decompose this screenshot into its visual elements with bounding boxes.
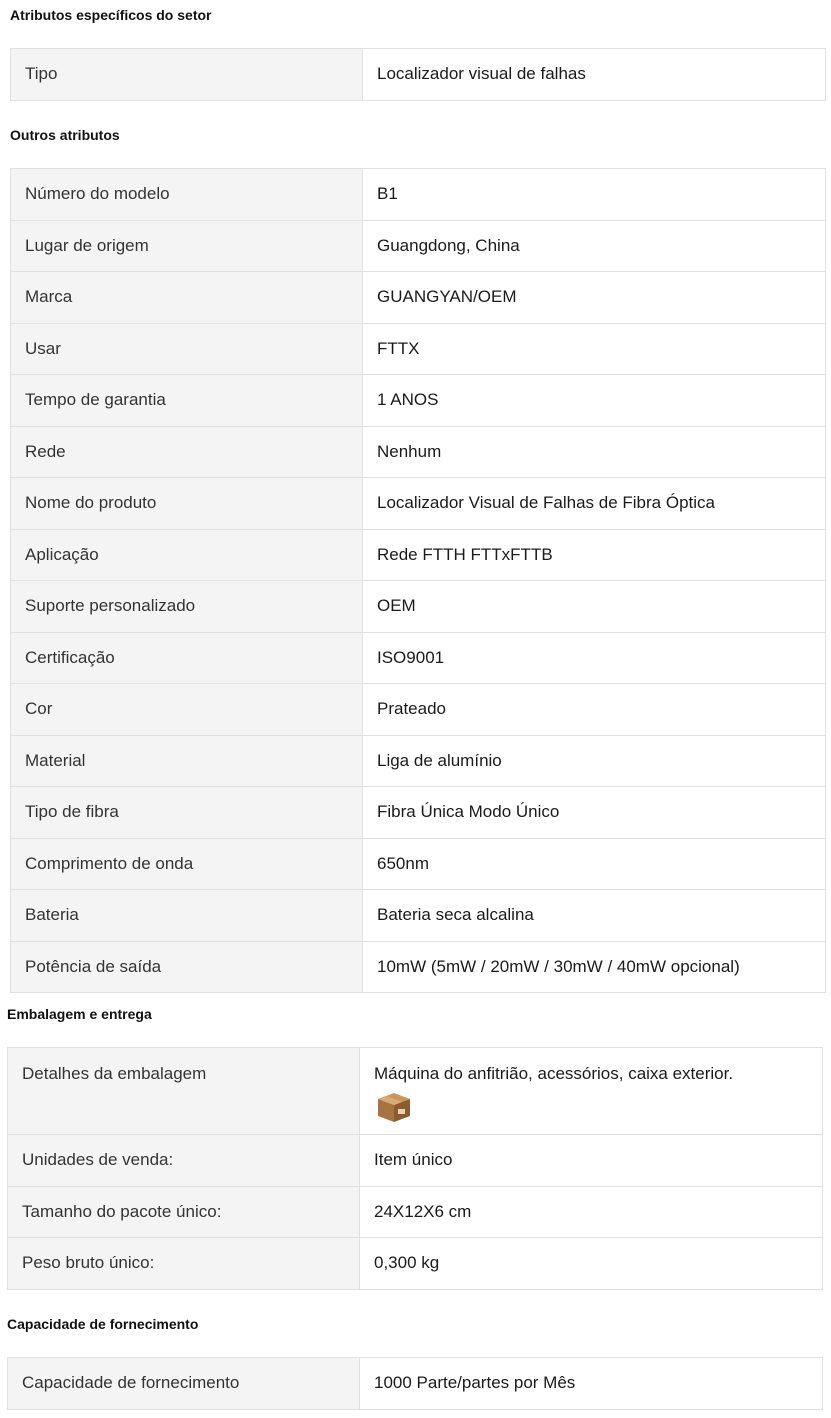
attribute-label: Comprimento de onda — [11, 838, 363, 890]
section-title-industry: Atributos específicos do setor — [10, 7, 212, 23]
table-row — [11, 838, 826, 890]
cardboard-box-icon — [374, 1089, 808, 1129]
attribute-value: Guangdong, China — [363, 220, 826, 272]
attribute-label: Cor — [11, 684, 363, 736]
table-row — [11, 323, 826, 375]
attribute-value: 10mW (5mW / 20mW / 30mW / 40mW opcional) — [363, 941, 826, 993]
attribute-label: Rede — [11, 426, 363, 478]
attribute-value: Bateria seca alcalina — [363, 890, 826, 942]
attribute-value: 650nm — [363, 838, 826, 890]
section-title-supply: Capacidade de fornecimento — [7, 1316, 199, 1332]
attribute-label: Tipo — [11, 49, 363, 101]
attribute-value: Rede FTTH FTTxFTTB — [363, 529, 826, 581]
table-row — [11, 890, 826, 942]
attribute-value: 24X12X6 cm — [360, 1186, 823, 1238]
attribute-label: Material — [11, 735, 363, 787]
attribute-label: Potência de saída — [11, 941, 363, 993]
attribute-label: Lugar de origem — [11, 220, 363, 272]
table-row — [11, 684, 826, 736]
attribute-value: Fibra Única Modo Único — [363, 787, 826, 839]
table-row — [11, 426, 826, 478]
table-row — [11, 581, 826, 633]
table-row — [11, 941, 826, 993]
other-attributes-table — [10, 168, 826, 993]
table-row — [11, 375, 826, 427]
attribute-value — [360, 1048, 823, 1135]
attribute-value: OEM — [363, 581, 826, 633]
attribute-label: Peso bruto único: — [8, 1238, 360, 1290]
table-row — [11, 787, 826, 839]
table-row — [8, 1048, 823, 1135]
table-row — [8, 1358, 823, 1410]
attribute-value: ISO9001 — [363, 632, 826, 684]
attribute-value: GUANGYAN/OEM — [363, 272, 826, 324]
table-row — [11, 632, 826, 684]
section-title-other: Outros atributos — [10, 127, 120, 143]
table-row — [8, 1186, 823, 1238]
attribute-value: 1000 Parte/partes por Mês — [360, 1358, 823, 1410]
industry-attributes-table — [10, 48, 826, 101]
attribute-value: FTTX — [363, 323, 826, 375]
table-row — [8, 1135, 823, 1187]
table-row — [11, 272, 826, 324]
supply-capacity-table — [7, 1357, 823, 1410]
attribute-label: Suporte personalizado — [11, 581, 363, 633]
attribute-value: Item único — [360, 1135, 823, 1187]
attribute-label: Tamanho do pacote único: — [8, 1186, 360, 1238]
packaging-table — [7, 1047, 823, 1290]
attribute-label: Detalhes da embalagem — [8, 1048, 360, 1135]
attribute-value: Localizador visual de falhas — [363, 49, 826, 101]
attribute-value: B1 — [363, 169, 826, 221]
attribute-value: 0,300 kg — [360, 1238, 823, 1290]
attribute-label: Capacidade de fornecimento — [8, 1358, 360, 1410]
attribute-label: Usar — [11, 323, 363, 375]
attribute-label: Tempo de garantia — [11, 375, 363, 427]
attribute-value: Nenhum — [363, 426, 826, 478]
table-row — [11, 169, 826, 221]
attribute-label: Tipo de fibra — [11, 787, 363, 839]
attribute-label: Número do modelo — [11, 169, 363, 221]
attribute-label: Bateria — [11, 890, 363, 942]
table-row — [11, 49, 826, 101]
attribute-value: 1 ANOS — [363, 375, 826, 427]
packaging-details-text: Máquina do anfitrião, acessórios, caixa exterior. — [374, 1064, 734, 1083]
attribute-label: Certificação — [11, 632, 363, 684]
table-row — [8, 1238, 823, 1290]
attribute-value: Liga de alumínio — [363, 735, 826, 787]
attribute-label: Nome do produto — [11, 478, 363, 530]
table-row — [11, 735, 826, 787]
table-row — [11, 478, 826, 530]
section-title-packaging: Embalagem e entrega — [7, 1006, 152, 1022]
attribute-label: Aplicação — [11, 529, 363, 581]
attribute-value: Localizador Visual de Falhas de Fibra Óptica — [363, 478, 826, 530]
attribute-value: Prateado — [363, 684, 826, 736]
table-row — [11, 529, 826, 581]
attribute-label: Unidades de venda: — [8, 1135, 360, 1187]
table-row — [11, 220, 826, 272]
attribute-label: Marca — [11, 272, 363, 324]
